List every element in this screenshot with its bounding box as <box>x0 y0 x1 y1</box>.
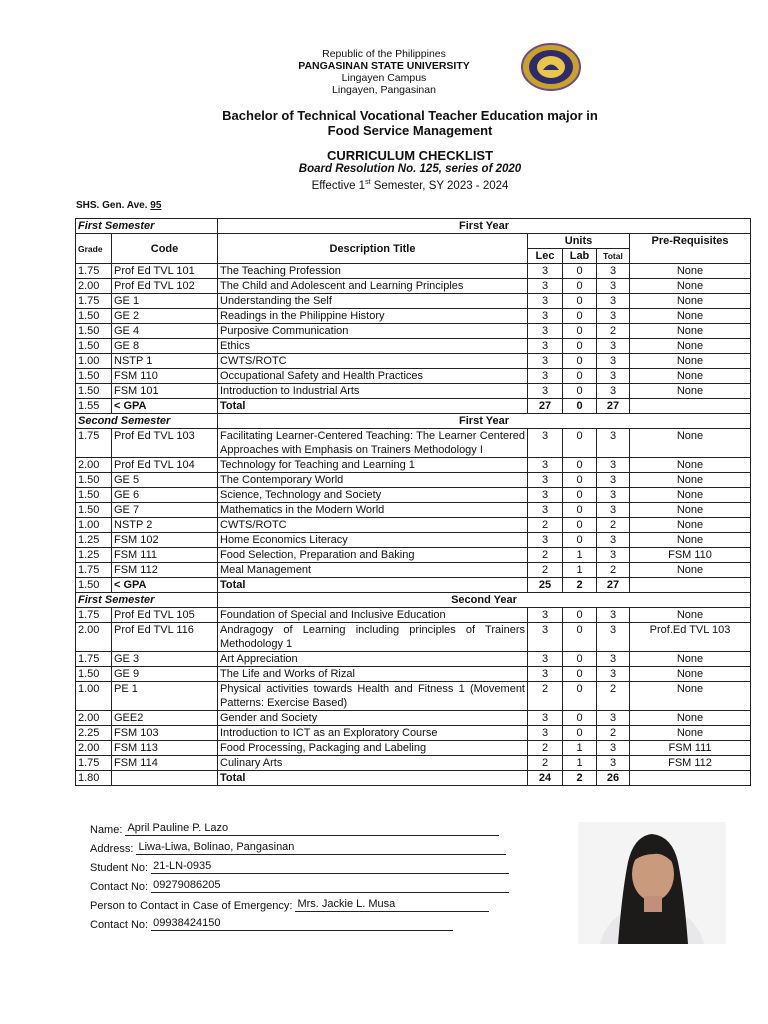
lec-cell: 3 <box>528 339 563 354</box>
table-cell: Pre-Requisites <box>630 234 751 264</box>
grade-cell: 1.75 <box>76 756 112 771</box>
lec-cell: 2 <box>528 548 563 563</box>
total-cell: 3 <box>597 339 630 354</box>
table-cell: 2 <box>563 578 597 593</box>
total-cell: 3 <box>597 354 630 369</box>
total-cell: 3 <box>597 756 630 771</box>
emergency-value: Mrs. Jackie L. Musa <box>295 898 489 912</box>
prereq-cell: FSM 111 <box>630 741 751 756</box>
grade-cell: 1.50 <box>76 503 112 518</box>
grade-cell: 2.00 <box>76 711 112 726</box>
table-cell: 1.50 <box>76 578 112 593</box>
table-cell: 1.55 <box>76 399 112 414</box>
title-cell: Art Appreciation <box>218 652 528 667</box>
lec-cell: 2 <box>528 518 563 533</box>
board-resolution: Board Resolution No. 125, series of 2020 <box>298 163 522 175</box>
prereq-cell: None <box>630 488 751 503</box>
course-row <box>76 339 751 354</box>
code-cell: GE 4 <box>112 324 218 339</box>
title-cell: The Child and Adolescent and Learning Principles <box>218 279 528 294</box>
lab-cell: 0 <box>563 264 597 279</box>
code-cell: Prof Ed TVL 105 <box>112 608 218 623</box>
prereq-cell: None <box>630 667 751 682</box>
university-name: PANGASINAN STATE UNIVERSITY <box>298 60 470 72</box>
lec-cell: 3 <box>528 309 563 324</box>
table-cell: Second Semester <box>76 414 218 429</box>
lab-cell: 0 <box>563 473 597 488</box>
title-cell: Readings in the Philippine History <box>218 309 528 324</box>
code-cell: Prof Ed TVL 102 <box>112 279 218 294</box>
grade-cell: 1.50 <box>76 324 112 339</box>
lec-cell: 3 <box>528 264 563 279</box>
campus-address: Lingayen, Pangasinan <box>332 84 436 96</box>
shs-general-average <box>76 200 161 211</box>
title-cell: Occupational Safety and Health Practices <box>218 369 528 384</box>
prereq-cell: None <box>630 533 751 548</box>
table-cell: First Year <box>218 219 751 234</box>
lec-cell: 3 <box>528 711 563 726</box>
code-cell: FSM 101 <box>112 384 218 399</box>
title-cell: The Contemporary World <box>218 473 528 488</box>
title-cell: CWTS/ROTC <box>218 354 528 369</box>
grade-cell: 1.50 <box>76 488 112 503</box>
table-cell: 26 <box>597 771 630 786</box>
grade-cell: 1.25 <box>76 548 112 563</box>
title-cell: Understanding the Self <box>218 294 528 309</box>
course-row <box>76 488 751 503</box>
course-row <box>76 667 751 682</box>
table-cell: First Semester <box>76 593 218 608</box>
code-cell: GE 1 <box>112 294 218 309</box>
total-cell: 3 <box>597 309 630 324</box>
prereq-cell: None <box>630 324 751 339</box>
republic-text: Republic of the Philippines <box>322 48 446 60</box>
total-cell: 3 <box>597 429 630 458</box>
course-row <box>76 563 751 578</box>
total-cell: 3 <box>597 533 630 548</box>
lec-cell: 2 <box>528 756 563 771</box>
total-cell: 3 <box>597 548 630 563</box>
title-cell: Food Processing, Packaging and Labeling <box>218 741 528 756</box>
title-cell: Ethics <box>218 339 528 354</box>
lec-cell: 2 <box>528 682 563 711</box>
title-cell: Introduction to Industrial Arts <box>218 384 528 399</box>
course-row <box>76 533 751 548</box>
table-cell: 2 <box>563 771 597 786</box>
table-cell: Lec <box>528 249 563 264</box>
prereq-cell: None <box>630 264 751 279</box>
course-row <box>76 384 751 399</box>
name-row: Name: April Pauline P. Lazo <box>90 822 499 836</box>
lec-cell: 3 <box>528 458 563 473</box>
prereq-cell: None <box>630 726 751 741</box>
total-cell: 2 <box>597 563 630 578</box>
address-value: Liwa-Liwa, Bolinao, Pangasinan <box>136 841 506 855</box>
lab-cell: 0 <box>563 711 597 726</box>
prereq-cell: None <box>630 279 751 294</box>
total-cell: 3 <box>597 488 630 503</box>
code-cell: FSM 110 <box>112 369 218 384</box>
prereq-cell: None <box>630 384 751 399</box>
prereq-cell: None <box>630 294 751 309</box>
lab-cell: 1 <box>563 741 597 756</box>
prereq-cell: None <box>630 563 751 578</box>
course-row <box>76 652 751 667</box>
total-cell: 3 <box>597 458 630 473</box>
total-cell: 3 <box>597 384 630 399</box>
program-line-2: Food Service Management <box>327 123 493 138</box>
emergency-row: Person to Contact in Case of Emergency: Mrs. Jackie L. Musa <box>90 898 489 912</box>
lec-cell: 3 <box>528 533 563 548</box>
grade-cell: 1.75 <box>76 563 112 578</box>
lec-cell: 3 <box>528 488 563 503</box>
grade-cell: 1.75 <box>76 429 112 458</box>
total-row <box>76 771 751 786</box>
table-cell: Lab <box>563 249 597 264</box>
lec-cell: 3 <box>528 294 563 309</box>
code-cell: GE 3 <box>112 652 218 667</box>
grade-cell: 1.50 <box>76 369 112 384</box>
lab-cell: 0 <box>563 309 597 324</box>
table-cell: 27 <box>528 399 563 414</box>
table-cell: 25 <box>528 578 563 593</box>
title-cell: Andragogy of Learning including principles of Trainers Methodology 1 <box>218 623 528 652</box>
title-cell: Food Selection, Preparation and Baking <box>218 548 528 563</box>
total-cell: 3 <box>597 667 630 682</box>
prereq-cell: None <box>630 503 751 518</box>
title-cell: Physical activities towards Health and Fitness 1 (Movement Patterns: Exercise Based) <box>218 682 528 711</box>
code-cell: GE 6 <box>112 488 218 503</box>
course-row <box>76 294 751 309</box>
prereq-cell: None <box>630 354 751 369</box>
grade-cell: 2.00 <box>76 623 112 652</box>
course-row <box>76 623 751 652</box>
prereq-cell: None <box>630 473 751 488</box>
table-cell: Total <box>597 249 630 264</box>
lec-cell: 3 <box>528 652 563 667</box>
code-cell: GE 5 <box>112 473 218 488</box>
title-cell: Science, Technology and Society <box>218 488 528 503</box>
table-cell <box>630 771 751 786</box>
course-row <box>76 741 751 756</box>
course-row <box>76 518 751 533</box>
code-cell: Prof Ed TVL 104 <box>112 458 218 473</box>
lab-cell: 0 <box>563 667 597 682</box>
grade-cell: 1.75 <box>76 652 112 667</box>
course-row <box>76 264 751 279</box>
code-cell: FSM 102 <box>112 533 218 548</box>
lab-cell: 0 <box>563 369 597 384</box>
code-cell: GE 8 <box>112 339 218 354</box>
table-cell: Grade <box>76 234 112 264</box>
table-cell: First Year <box>218 414 751 429</box>
lab-cell: 0 <box>563 324 597 339</box>
program-title <box>0 108 768 138</box>
lec-cell: 3 <box>528 384 563 399</box>
lab-cell: 1 <box>563 756 597 771</box>
address-row: Address: Liwa-Liwa, Bolinao, Pangasinan <box>90 841 506 855</box>
grade-cell: 1.75 <box>76 264 112 279</box>
code-cell: GEE2 <box>112 711 218 726</box>
title-cell: Purposive Communication <box>218 324 528 339</box>
lab-cell: 0 <box>563 488 597 503</box>
lab-cell: 0 <box>563 384 597 399</box>
title-cell: Meal Management <box>218 563 528 578</box>
code-cell: Prof Ed TVL 101 <box>112 264 218 279</box>
prereq-cell: None <box>630 309 751 324</box>
grade-cell: 1.50 <box>76 384 112 399</box>
title-cell: Facilitating Learner-Centered Teaching: The Learner Centered Approaches with Emphasis on Trainers Methodology I <box>218 429 528 458</box>
semester-header-row <box>76 414 751 429</box>
lab-cell: 0 <box>563 458 597 473</box>
lab-cell: 0 <box>563 726 597 741</box>
lec-cell: 3 <box>528 369 563 384</box>
code-cell: FSM 113 <box>112 741 218 756</box>
title-cell: Culinary Arts <box>218 756 528 771</box>
table-cell: < GPA <box>112 578 218 593</box>
lab-cell: 0 <box>563 294 597 309</box>
lab-cell: 1 <box>563 548 597 563</box>
lec-cell: 3 <box>528 429 563 458</box>
code-cell: GE 9 <box>112 667 218 682</box>
checklist-heading <box>0 148 768 193</box>
lec-cell: 2 <box>528 741 563 756</box>
course-row <box>76 309 751 324</box>
lec-cell: 3 <box>528 324 563 339</box>
lec-cell: 3 <box>528 726 563 741</box>
grade-cell: 1.25 <box>76 533 112 548</box>
course-row <box>76 711 751 726</box>
lab-cell: 0 <box>563 623 597 652</box>
prereq-cell: FSM 112 <box>630 756 751 771</box>
table-cell: Total <box>218 771 528 786</box>
total-cell: 3 <box>597 623 630 652</box>
lab-cell: 0 <box>563 533 597 548</box>
lab-cell: 0 <box>563 279 597 294</box>
total-cell: 3 <box>597 608 630 623</box>
table-cell <box>112 771 218 786</box>
course-row <box>76 756 751 771</box>
lec-cell: 2 <box>528 563 563 578</box>
student-photo <box>578 822 726 944</box>
effective-semester: Effective 1st Semester, SY 2023 - 2024 <box>311 179 509 192</box>
emergency-contact-row: Contact No: 09938424150 <box>90 917 453 931</box>
lec-cell: 3 <box>528 354 563 369</box>
total-row <box>76 578 751 593</box>
code-cell: NSTP 1 <box>112 354 218 369</box>
checklist-title: CURRICULUM CHECKLIST <box>326 148 494 163</box>
title-cell: Technology for Teaching and Learning 1 <box>218 458 528 473</box>
code-cell: FSM 114 <box>112 756 218 771</box>
table-cell <box>630 399 751 414</box>
course-row <box>76 429 751 458</box>
semester-header-row <box>76 219 751 234</box>
grade-cell: 1.50 <box>76 309 112 324</box>
title-cell: Gender and Society <box>218 711 528 726</box>
lec-cell: 3 <box>528 279 563 294</box>
total-cell: 2 <box>597 324 630 339</box>
student-no-value: 21-LN-0935 <box>151 860 509 874</box>
code-cell: Prof Ed TVL 116 <box>112 623 218 652</box>
curriculum-table <box>75 218 751 786</box>
course-row <box>76 608 751 623</box>
prereq-cell: None <box>630 458 751 473</box>
student-no-row: Student No: 21-LN-0935 <box>90 860 509 874</box>
code-cell: Prof Ed TVL 103 <box>112 429 218 458</box>
column-header-row <box>76 234 751 249</box>
prereq-cell: None <box>630 429 751 458</box>
total-cell: 2 <box>597 726 630 741</box>
code-cell: FSM 103 <box>112 726 218 741</box>
lab-cell: 0 <box>563 518 597 533</box>
course-row <box>76 548 751 563</box>
total-cell: 3 <box>597 503 630 518</box>
total-cell: 3 <box>597 473 630 488</box>
table-cell: < GPA <box>112 399 218 414</box>
table-cell: Total <box>218 399 528 414</box>
table-cell: Units <box>528 234 630 249</box>
grade-cell: 1.50 <box>76 473 112 488</box>
lec-cell: 3 <box>528 503 563 518</box>
grade-cell: 1.50 <box>76 339 112 354</box>
code-cell: FSM 112 <box>112 563 218 578</box>
prereq-cell: None <box>630 339 751 354</box>
prereq-cell: Prof.Ed TVL 103 <box>630 623 751 652</box>
table-cell: Second Year <box>218 593 751 608</box>
lec-cell: 3 <box>528 667 563 682</box>
university-seal-logo <box>521 43 581 91</box>
course-row <box>76 354 751 369</box>
grade-cell: 1.75 <box>76 294 112 309</box>
title-cell: Home Economics Literacy <box>218 533 528 548</box>
lab-cell: 0 <box>563 354 597 369</box>
total-cell: 3 <box>597 741 630 756</box>
course-row <box>76 473 751 488</box>
course-row <box>76 458 751 473</box>
table-cell: 1.80 <box>76 771 112 786</box>
course-row <box>76 324 751 339</box>
lab-cell: 0 <box>563 503 597 518</box>
lec-cell: 3 <box>528 608 563 623</box>
total-cell: 2 <box>597 682 630 711</box>
table-cell: Total <box>218 578 528 593</box>
title-cell: The Teaching Profession <box>218 264 528 279</box>
table-cell <box>630 578 751 593</box>
table-cell: Code <box>112 234 218 264</box>
total-cell: 3 <box>597 369 630 384</box>
table-cell: 24 <box>528 771 563 786</box>
total-cell: 3 <box>597 279 630 294</box>
total-cell: 3 <box>597 711 630 726</box>
campus-text: Lingayen Campus <box>341 72 427 84</box>
university-header <box>0 48 768 96</box>
grade-cell: 2.00 <box>76 741 112 756</box>
course-row <box>76 726 751 741</box>
emergency-contact-value: 09938424150 <box>151 917 453 931</box>
table-cell: 0 <box>563 399 597 414</box>
total-cell: 2 <box>597 518 630 533</box>
prereq-cell: None <box>630 369 751 384</box>
lab-cell: 1 <box>563 563 597 578</box>
contact-value: 09279086205 <box>151 879 509 893</box>
lec-cell: 3 <box>528 623 563 652</box>
grade-cell: 2.00 <box>76 279 112 294</box>
prereq-cell: FSM 110 <box>630 548 751 563</box>
course-row <box>76 503 751 518</box>
semester-header-row <box>76 593 751 608</box>
course-row <box>76 682 751 711</box>
table-cell: 27 <box>597 399 630 414</box>
lab-cell: 0 <box>563 608 597 623</box>
program-line-1: Bachelor of Technical Vocational Teacher Education major in <box>222 108 598 123</box>
grade-cell: 2.00 <box>76 458 112 473</box>
total-cell: 3 <box>597 652 630 667</box>
code-cell: GE 2 <box>112 309 218 324</box>
table-cell: First Semester <box>76 219 218 234</box>
code-cell: GE 7 <box>112 503 218 518</box>
total-cell: 3 <box>597 294 630 309</box>
name-value: April Pauline P. Lazo <box>125 822 499 836</box>
title-cell: Foundation of Special and Inclusive Education <box>218 608 528 623</box>
lab-cell: 0 <box>563 682 597 711</box>
prereq-cell: None <box>630 711 751 726</box>
grade-cell: 2.25 <box>76 726 112 741</box>
grade-cell: 1.00 <box>76 682 112 711</box>
code-cell: FSM 111 <box>112 548 218 563</box>
prereq-cell: None <box>630 682 751 711</box>
table-cell: 27 <box>597 578 630 593</box>
course-row <box>76 369 751 384</box>
title-cell: Mathematics in the Modern World <box>218 503 528 518</box>
total-cell: 3 <box>597 264 630 279</box>
shs-value: 95 <box>150 200 162 211</box>
grade-cell: 1.00 <box>76 354 112 369</box>
grade-cell: 1.75 <box>76 608 112 623</box>
lec-cell: 3 <box>528 473 563 488</box>
grade-cell: 1.50 <box>76 667 112 682</box>
total-row <box>76 399 751 414</box>
code-cell: NSTP 2 <box>112 518 218 533</box>
prereq-cell: None <box>630 652 751 667</box>
table-cell: Description Title <box>218 234 528 264</box>
prereq-cell: None <box>630 518 751 533</box>
lab-cell: 0 <box>563 429 597 458</box>
code-cell: PE 1 <box>112 682 218 711</box>
title-cell: The Life and Works of Rizal <box>218 667 528 682</box>
lab-cell: 0 <box>563 339 597 354</box>
grade-cell: 1.00 <box>76 518 112 533</box>
prereq-cell: None <box>630 608 751 623</box>
shs-label: SHS. Gen. Ave. <box>76 200 151 211</box>
contact-row: Contact No: 09279086205 <box>90 879 509 893</box>
title-cell: Introduction to ICT as an Exploratory Course <box>218 726 528 741</box>
course-row <box>76 279 751 294</box>
title-cell: CWTS/ROTC <box>218 518 528 533</box>
lab-cell: 0 <box>563 652 597 667</box>
